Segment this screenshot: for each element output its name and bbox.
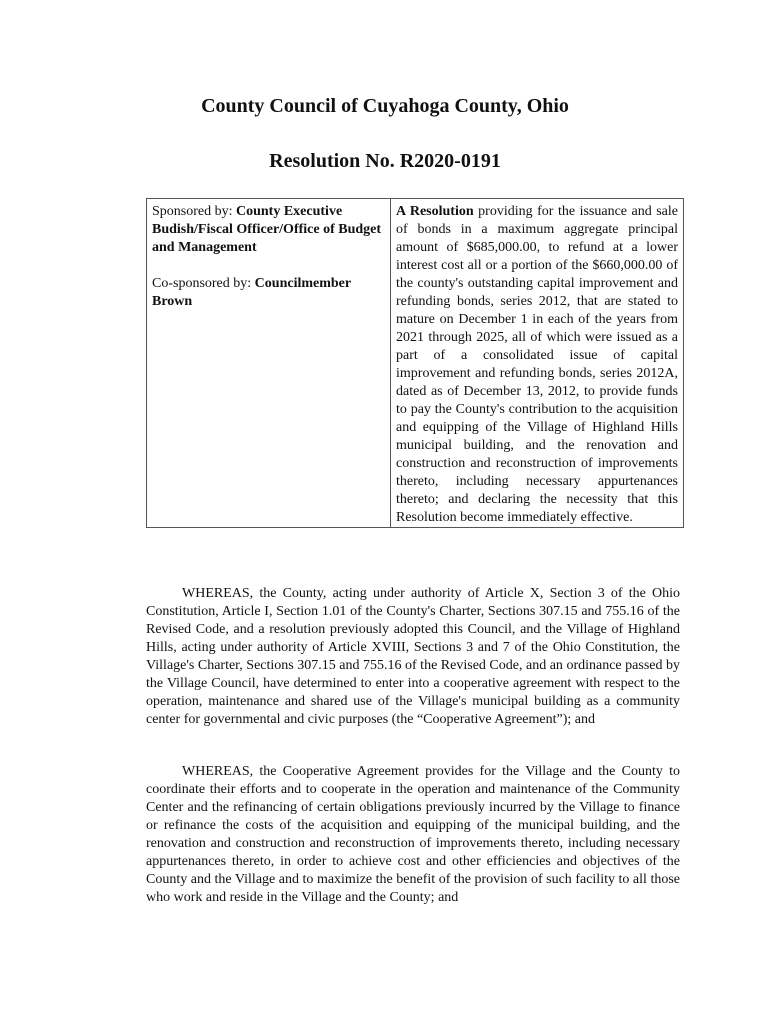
sponsored-label: Sponsored by: [152, 204, 236, 219]
whereas-paragraph-2: WHEREAS, the Cooperative Agreement provides for the Village and the County to coordinate their efforts and to cooperate in the operation and maintenance of the Community Center and the refinancing of certain obligations previously incurred by the Village to finance or refinance the costs of the acquisition and equipping of the municipal building, and the renovation and construction and reconstruction of improvements thereto, including necessary appurtenances thereto, in order to achieve cost and other efficiencies and objectives of the County and the Village and to maximize the benefit of the provision of such facility to all those who work and reside in the Village and the County; and [146, 764, 680, 905]
resolution-number: Resolution No. R2020-0191 [269, 150, 501, 172]
council-title: County Council of Cuyahoga County, Ohio [201, 95, 569, 117]
sponsor-cell [147, 199, 391, 528]
whereas-paragraph-1: WHEREAS, the County, acting under authority of Article X, Section 3 of the Ohio Constitution, Article I, Section 1.01 of the County's Charter, Sections 307.15 and 755.16 of the Revised Code, and a resolution previously adopted this Council, and the Village of Highland Hills, acting under authority of Article XVIII, Sections 3 and 7 of the Ohio Constitution, the Village's Charter, Sections 307.15 and 755.16 of the Revised Code, and an ordinance passed by the Village Council, have determined to enter into a cooperative agreement with respect to the operation, maintenance and shared use of the Village's municipal building as a community center for governmental and civic purposes (the “Cooperative Agreement”); and [146, 586, 680, 727]
sponsored-name: County Executive Budish/Fiscal Officer/Office of Budget and Management [152, 204, 382, 255]
cosponsored-name: Councilmember Brown [152, 276, 351, 309]
resolution-lead: A Resolution [396, 204, 479, 219]
resolution-summary-text: providing for the issuance and sale of bonds in a maximum aggregate principal amount of $685,000.00, to refund at a lower interest cost all or a portion of the $660,000.00 of the county's outstanding capital improvement and refunding bonds, series 2012, that are stated to mature on December 1 in each of the years from 2021 through 2025, all of which were issued as a part of a consolidated issue of capital improvement and refunding bonds, series 2012A, dated as of December 13, 2012, to provide funds to pay the County's contribution to the acquisition and equipping of the Village of Highland Hills municipal building, and the renovation and construction and reconstruction of improvements thereto, including necessary appurtenances thereto; and declaring the necessity that this Resolution become immediately effective. [396, 204, 678, 525]
sponsor-table [146, 198, 684, 528]
resolution-summary-cell [391, 199, 684, 528]
cosponsored-label: Co-sponsored by: [152, 276, 255, 291]
spacer [152, 257, 385, 275]
